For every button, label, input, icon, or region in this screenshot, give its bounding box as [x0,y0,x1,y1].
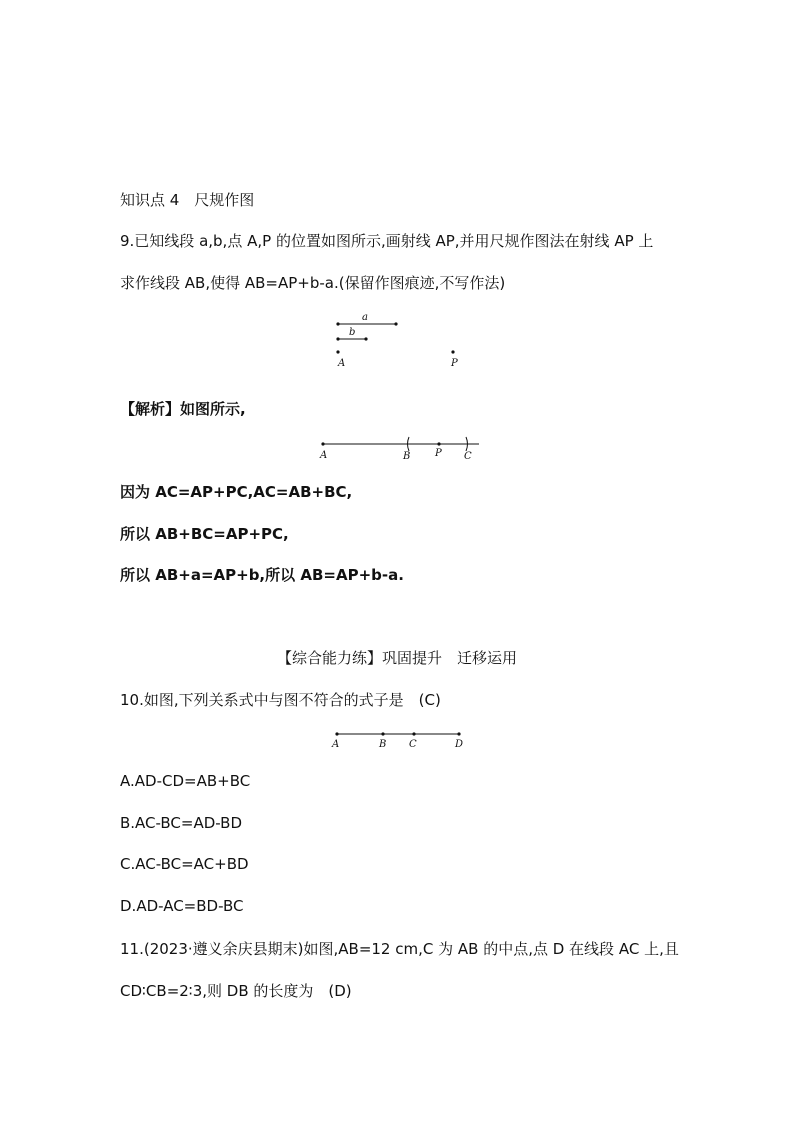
label-point-a: A [320,450,328,461]
question-11-line-2: CD∶CB=2∶3,则 DB 的长度为 (D) [120,982,352,1000]
question-10-option-c: C.AC-BC=AC+BD [120,855,249,873]
label-point-p: P [435,448,442,459]
question-9-line-2: 求作线段 AB,使得 AB=AP+b-a.(保留作图痕迹,不写作法) [120,274,506,292]
label-point-a: A [338,358,346,369]
point-a [336,350,339,353]
question-9-line-1: 9.已知线段 a,b,点 A,P 的位置如图所示,画射线 AP,并用尺规作图法在射线 AP 上 [120,232,654,250]
point-p [451,350,454,353]
solution-tag: 【解析】 [120,400,181,418]
solution-line-1: 因为 AC=AP+PC,AC=AB+BC, [120,483,353,501]
segment-b-end-point [364,337,367,340]
practice-heading: 【综合能力练】巩固提升 迁移运用 [276,649,517,667]
label-a: a [362,312,368,323]
question-10-option-d: D.AD-AC=BD-BC [120,897,244,915]
solution-line-3: 所以 AB+a=AP+b,所以 AB=AP+b-a. [120,566,404,584]
label-b: b [349,327,356,338]
segment-a-start-point [336,322,339,325]
label-point-d: D [455,739,464,750]
point-b [381,732,384,735]
label-point-c: C [464,451,472,462]
question-10-stem: 10.如图,下列关系式中与图不符合的式子是 (C) [120,691,441,709]
arc-mark-c [466,437,468,451]
arc-mark-b [408,437,410,451]
label-point-a: A [332,739,340,750]
segment-b-start-point [336,337,339,340]
label-point-c: C [409,739,417,750]
label-point-p: P [451,358,458,369]
point-d [457,732,460,735]
label-point-b: B [379,739,387,750]
solution-line-2: 所以 AB+BC=AP+PC, [120,525,289,543]
section-heading: 知识点 4 尺规作图 [120,191,255,209]
point-c [412,732,415,735]
point-a [321,442,324,445]
segment-a-end-point [394,322,397,325]
label-point-b: B [403,451,411,462]
point-a [335,732,338,735]
solution-intro: 如图所示, [180,400,246,418]
question-10-option-b: B.AC-BC=AD-BD [120,814,243,832]
question-11-line-1: 11.(2023·遵义余庆县期末)如图,AB=12 cm,C 为 AB 的中点,点 D 在线段 AC 上,且 [120,940,679,958]
solution-intro-line [120,398,246,419]
question-10-option-a: A.AD-CD=AB+BC [120,772,251,790]
point-p [437,442,440,445]
